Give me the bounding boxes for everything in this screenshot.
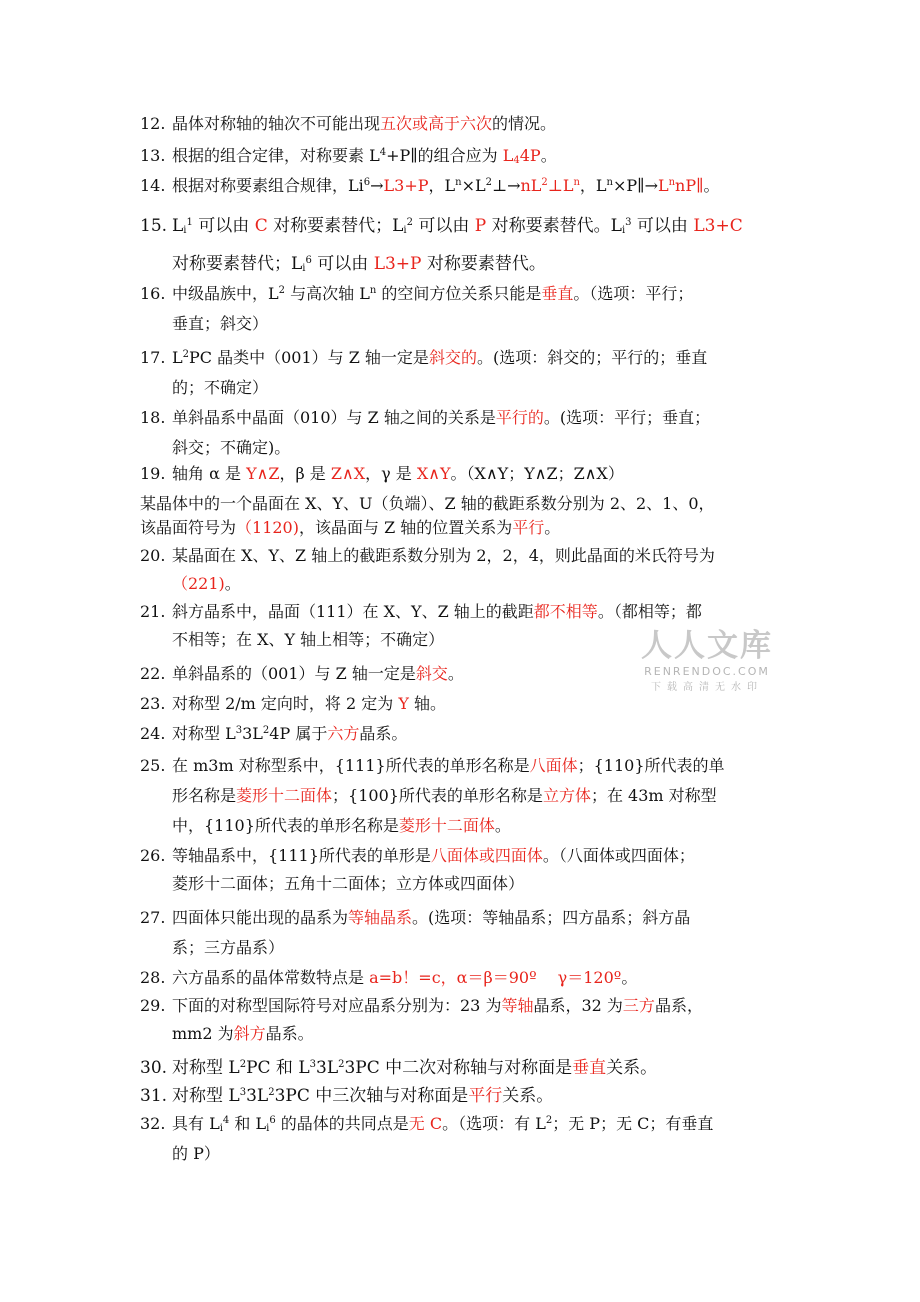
- answer: 斜交: [415, 664, 448, 683]
- question-25-cont: 形名称是菱形十二面体；{100}所代表的单形名称是立方体；在 43m 对称型: [172, 786, 717, 805]
- question-17-cont: 的；不确定）: [172, 378, 269, 397]
- question-number: 12.: [140, 114, 166, 133]
- watermark: [641, 620, 773, 693]
- question-32-cont: 的 P）: [172, 1144, 220, 1163]
- question-26-cont: 菱形十二面体；五角十二面体；立方体或四面体）: [172, 874, 525, 893]
- question-number: 13.: [140, 146, 166, 165]
- answer: $L_44P$: [502, 146, 541, 166]
- answer: 都不相等: [533, 602, 598, 621]
- answer: 八面体: [529, 756, 578, 775]
- answer: 平行的: [495, 408, 544, 427]
- question-number: 21.: [140, 602, 166, 621]
- answer: 六方: [327, 724, 360, 743]
- question-number: 18.: [140, 408, 166, 427]
- question-20-cont: （221)。: [172, 574, 241, 593]
- answer: 平行: [468, 1086, 503, 1106]
- extra-question: 某晶体中的一个晶面在 X、Y、U（负端）、Z 轴的截距系数分别为 2、2、1、0，: [140, 494, 715, 513]
- answer: Y: [398, 694, 409, 713]
- watermark-logo: 人人文库: [641, 628, 773, 664]
- answer: L3+P: [383, 176, 429, 195]
- question-number: 27.: [140, 908, 166, 927]
- answer: 平行: [512, 518, 545, 537]
- answer: C: [254, 216, 268, 236]
- question-29-cont: mm2 为斜方晶系。: [172, 1024, 314, 1043]
- question-number: 25.: [140, 756, 166, 775]
- question-number: 32.: [140, 1114, 166, 1133]
- question-15-cont: 对称要素替代；$L_i^6$ 可以由 L3+P 对称要素替代。: [172, 254, 546, 274]
- answer: 等轴: [501, 996, 534, 1015]
- watermark-url: RENRENDOC.COM: [644, 665, 770, 678]
- answer: 菱形十二面体: [236, 786, 333, 805]
- question-27-cont: 系；三方晶系）: [172, 938, 285, 957]
- question-16-cont: 垂直；斜交）: [172, 314, 269, 333]
- answer: 垂直: [541, 284, 574, 303]
- answer: 三方: [622, 996, 655, 1015]
- extra-question-cont: 该晶面符号为（1120)，该晶面与 Z 轴的位置关系为平行。: [140, 518, 561, 537]
- question-text: 晶体对称轴的轴次不可能出现: [172, 114, 381, 133]
- question-number: 15.: [140, 216, 168, 236]
- question-number: 30.: [140, 1058, 168, 1078]
- question-number: 28.: [140, 968, 166, 987]
- answer: $nL^2\perp L^n$: [520, 176, 580, 195]
- answer: （1120): [236, 518, 299, 537]
- answer: P: [474, 216, 487, 236]
- answer: （221): [172, 574, 225, 593]
- answer: 八面体或四面体: [430, 846, 543, 865]
- question-number: 22.: [140, 664, 166, 683]
- answer: 菱形十二面体: [398, 816, 495, 835]
- answer: Y∧Z: [246, 464, 280, 483]
- question-number: 19.: [140, 464, 166, 483]
- answer: 垂直: [572, 1058, 607, 1078]
- answer: 五次或高于六次: [380, 114, 493, 133]
- watermark-caption: 下载高清无水印: [651, 682, 763, 693]
- answer: L3+C: [693, 216, 743, 236]
- question-25-cont2: 中，{110}所代表的单形名称是菱形十二面体。: [172, 816, 511, 835]
- question-number: 26.: [140, 846, 166, 865]
- question-number: 17.: [140, 348, 166, 367]
- answer: Z∧X: [330, 464, 366, 483]
- answer: L3+P: [373, 254, 422, 274]
- answer: 等轴晶系: [348, 908, 413, 927]
- question-18-cont: 斜交；不确定)。: [172, 438, 291, 457]
- question-number: 31.: [140, 1086, 168, 1106]
- question-number: 14.: [140, 176, 166, 195]
- question-number: 24.: [140, 724, 166, 743]
- question-number: 20.: [140, 546, 166, 565]
- answer: 斜交的: [428, 348, 477, 367]
- question-21-cont: 不相等；在 X、Y 轴上相等；不确定）: [172, 630, 445, 649]
- question-number: 23.: [140, 694, 166, 713]
- answer: X∧Y: [416, 464, 451, 483]
- question-number: 16.: [140, 284, 166, 303]
- answer: 斜方: [233, 1024, 266, 1043]
- answer: $L^nnP\parallel$: [657, 176, 704, 195]
- answer: 无 C: [408, 1114, 443, 1133]
- answer: 立方体: [542, 786, 591, 805]
- question-number: 29.: [140, 996, 166, 1015]
- answer: a=b！=c，α＝β＝90º γ＝120º: [369, 968, 622, 987]
